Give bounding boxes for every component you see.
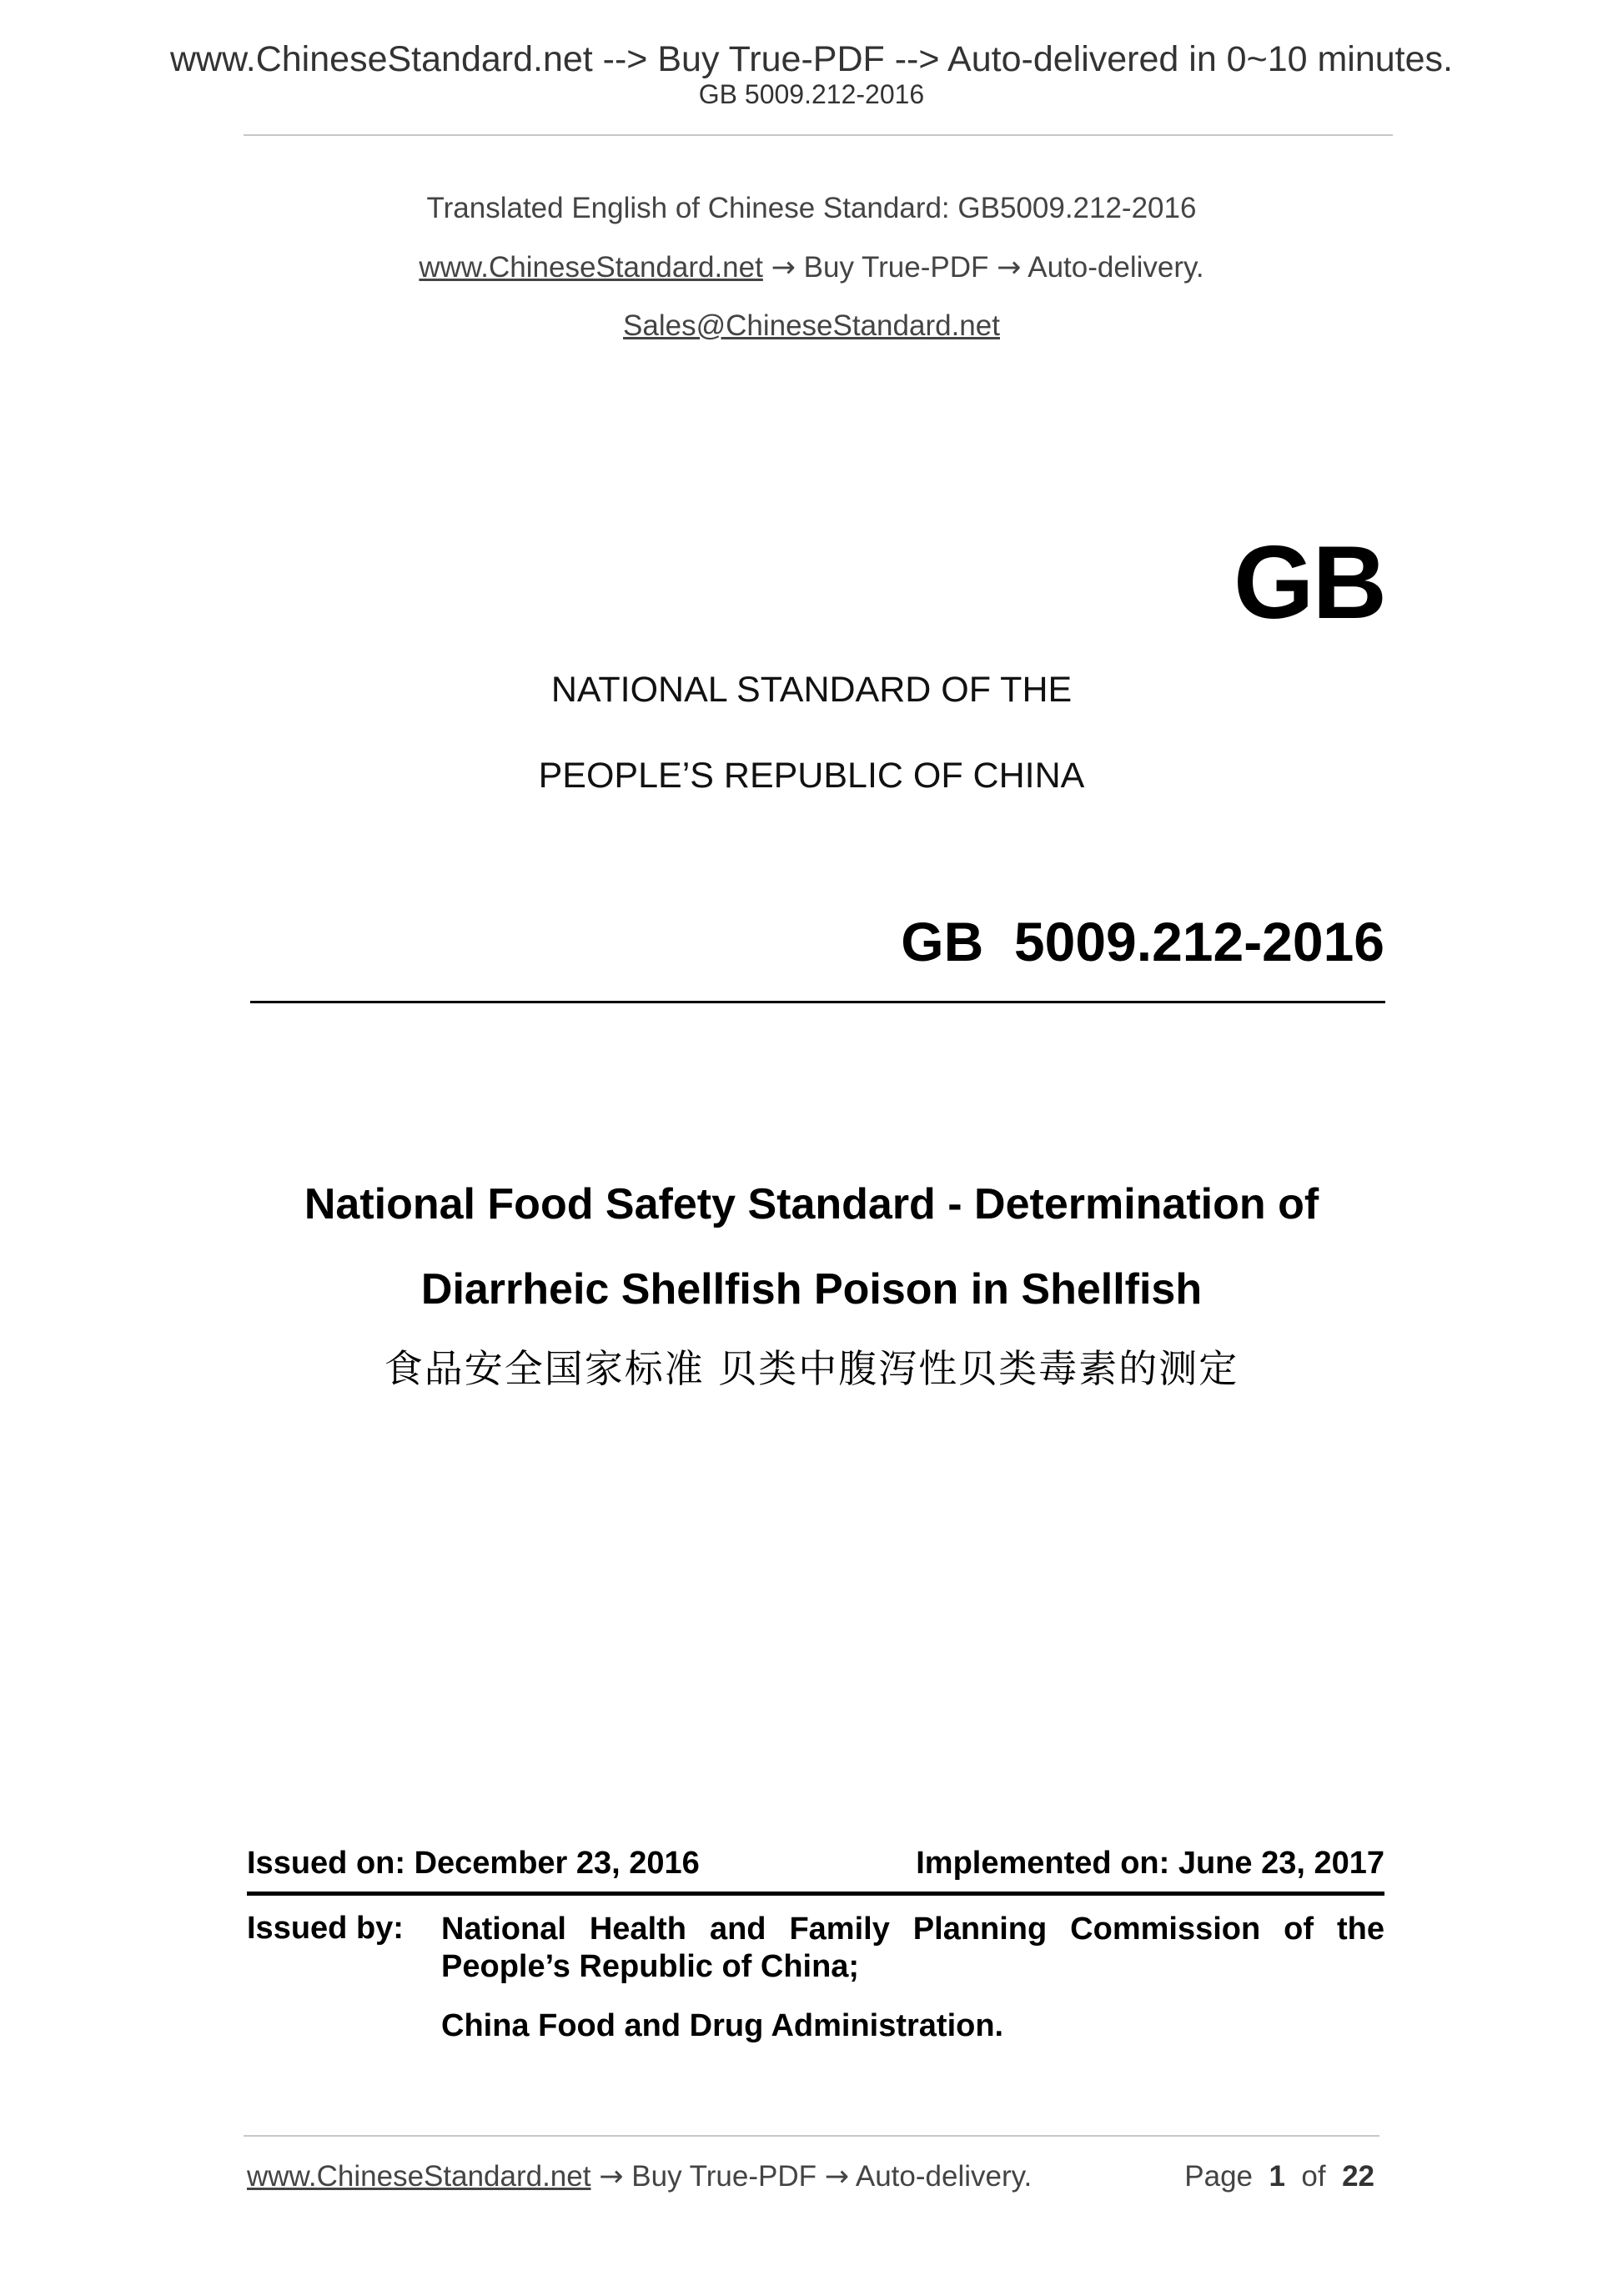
footer-delivery-line: [247, 2162, 1032, 2192]
arrow-right-icon: →: [997, 251, 1022, 284]
chinese-title: 食品安全国家标准 贝类中腹泻性贝类毒素的测定: [384, 1346, 1239, 1391]
delivery-text: Auto-delivery.: [1028, 251, 1204, 284]
arrow-right-icon: →: [599, 2160, 624, 2193]
footer-site-link[interactable]: www.ChineseStandard.net: [247, 2160, 591, 2193]
issuer-line-1: National Health and Family Planning Commission of the: [441, 1912, 1384, 1947]
translation-note: Translated English of Chinese Standard: GB5009.212-2016: [426, 192, 1197, 224]
header-standard-code: GB 5009.212-2016: [698, 79, 925, 109]
sales-email-line: [0, 311, 1623, 340]
footer-buy-text: Buy True-PDF: [631, 2160, 817, 2193]
national-standard-line-1: NATIONAL STANDARD OF THE: [550, 670, 1073, 710]
of-word: of: [1301, 2160, 1326, 2193]
gb-mark: GB: [1234, 525, 1385, 641]
issued-on: Issued on: December 23, 2016: [247, 1846, 700, 1881]
standard-number: GB 5009.212-2016: [901, 911, 1384, 972]
footer-delivery-text: Auto-delivery.: [855, 2160, 1033, 2193]
page-word: Page: [1184, 2160, 1254, 2193]
site-link[interactable]: www.ChineseStandard.net: [419, 251, 763, 284]
title-line-2: Diarrheic Shellfish Poison in Shellfish: [420, 1265, 1203, 1314]
national-standard-line-2: PEOPLE’S REPUBLIC OF CHINA: [538, 756, 1085, 796]
arrow-right-icon: →: [771, 251, 796, 284]
arrow-right-icon: →: [824, 2160, 850, 2193]
issuer-line-2: People’s Republic of China;: [441, 1949, 860, 1984]
sales-email-link[interactable]: Sales@ChineseStandard.net: [623, 309, 1000, 342]
page-indicator: [1184, 2162, 1374, 2191]
page-total: 22: [1342, 2160, 1374, 2193]
issuer-line-3: China Food and Drug Administration.: [441, 2008, 1004, 2043]
top-banner[interactable]: www.ChineseStandard.net --> Buy True-PDF --> Auto-delivered in 0~10 minutes.: [169, 39, 1453, 79]
title-line-1: National Food Safety Standard - Determination of: [304, 1180, 1319, 1228]
delivery-line: [0, 253, 1623, 283]
buy-text: Buy True-PDF: [803, 251, 989, 284]
issue-dates-row: [247, 1847, 1384, 1879]
standard-number-divider: [250, 1001, 1385, 1003]
page-current: 1: [1269, 2160, 1285, 2193]
issued-by-label: Issued by:: [247, 1911, 404, 1946]
header-divider: [244, 134, 1393, 136]
implemented-on: Implemented on: June 23, 2017: [916, 1846, 1384, 1881]
issue-divider: [247, 1892, 1384, 1896]
footer-divider: [244, 2135, 1379, 2137]
